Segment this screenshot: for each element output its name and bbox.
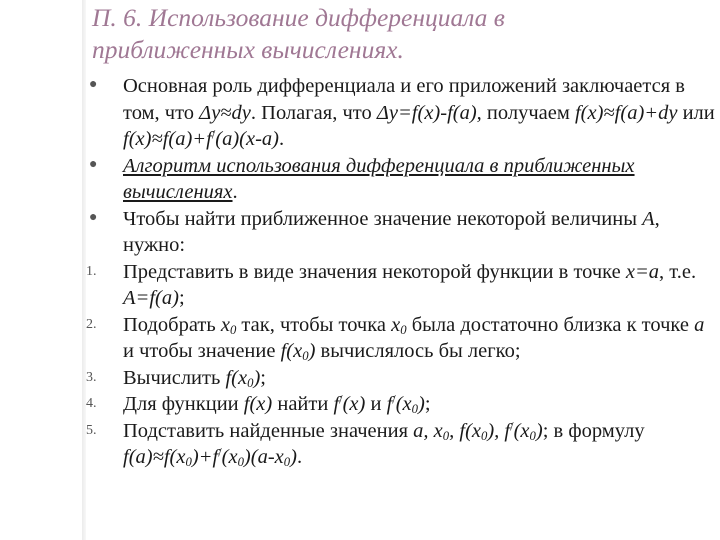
step-number: 4.	[86, 396, 97, 411]
bullet-algorithm-heading: ● Алгоритм использования дифференциала в приближенных вычислениях.	[88, 153, 718, 206]
step-number: 3.	[86, 369, 97, 385]
title-line-2: приближенных вычислениях.	[92, 35, 404, 64]
algorithm-heading: Алгоритм использования дифференциала в приближенных вычислениях	[123, 154, 635, 203]
step-5: 5. Подставить найденные значения a, $x_0$, $f(x_0)$, $f^/(x_0)$; в формулу $f(a)\approx f(x_0)+f^/(x_0)(a-x_0)$.	[86, 418, 645, 470]
bullet-dot-icon: ●	[89, 209, 98, 225]
bullet-dot-icon: ●	[89, 77, 98, 92]
step-2: 2. Подобрать $x_0$ так, чтобы точка $x_0$ была достаточно близка к точке a и чтобы значение $f(x_0)$ вычислялось бы легко;	[86, 313, 705, 364]
bullet-dot-icon: ●	[89, 156, 98, 172]
slide-content-list	[88, 73, 718, 471]
step-3: 3. Вычислить $f(x_0)$;	[86, 366, 266, 390]
bullet-main-role: ● Основная роль дифференциала и его приложений заключается в том, что Δy≈dy. Полагая, что Δy=f(x)-f(a), получаем f(x)≈f(a)+dy или f(x)≈f(a)+f/(a)(x-a).	[88, 73, 718, 153]
bullet-to-find: ● Чтобы найти приближенное значение некоторой величины A, нужно:	[88, 206, 718, 259]
step-1: 1. Представить в виде значения некоторой функции в точке x=a, т.е. A=f(a);	[86, 260, 697, 309]
step-number: 2.	[86, 316, 97, 332]
title-line-1: П. 6. Использование дифференциала в	[92, 3, 505, 32]
step-number: 5.	[86, 422, 97, 438]
step-4: 4. Для функции f(x) найти f/(x) и $f^/(x_0)$;	[86, 392, 431, 417]
step-number: 1.	[86, 263, 97, 279]
slide-title	[92, 2, 692, 66]
